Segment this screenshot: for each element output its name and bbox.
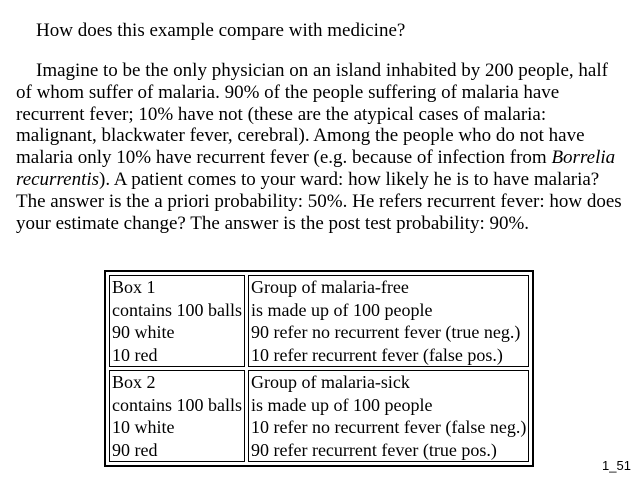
comparison-table <box>104 270 534 467</box>
table-row-box-2 <box>109 370 529 462</box>
paragraph-text-start: Imagine to be the only physician on an island inhabited by 200 people, half of whom suffer of malaria. 90% of the people suffering of malaria have recurrent fever; 10% have not (these are the atypical cases of malaria: malignant, blackwater fever, cerebral). Among the people who do not have malaria only 10% have recurrent fever (e.g. because of infection from <box>16 60 608 169</box>
paragraph-text-end: ). A patient comes to your ward: how likely he is to have malaria? The answer is the a priori probability: 50%. He refers recurrent fever: how does your estimate change? The answer is the post test probability: 90%. <box>16 168 622 234</box>
malaria-free-line-2: is made up of 100 people <box>250 299 433 320</box>
question-heading: How does this example compare with medicine? <box>36 20 406 41</box>
malaria-free-cell <box>248 275 529 367</box>
box-2-line-1: Box 2 <box>112 372 156 392</box>
box-2-line-3: 10 white <box>112 417 175 437</box>
malaria-sick-line-2: is made up of 100 people <box>250 394 433 415</box>
paragraph-italic-organism: Borrelia recurrentis <box>16 147 616 190</box>
box-1-cell <box>109 275 245 367</box>
box-2-line-2: contains 100 balls <box>112 394 242 415</box>
box-2-line-4: 90 red <box>112 439 158 460</box>
box-1-line-4: 10 red <box>112 344 158 365</box>
malaria-sick-line-4: 90 refer recurrent fever (true pos.) <box>250 439 497 460</box>
malaria-sick-line-1: Group of malaria-sick <box>250 372 410 392</box>
malaria-free-line-3: 90 refer no recurrent fever (true neg.) <box>250 322 521 342</box>
malaria-free-line-4: 10 refer recurrent fever (false pos.) <box>250 344 503 365</box>
malaria-sick-cell <box>248 370 529 462</box>
slide-number: 1_51 <box>602 458 631 473</box>
box-1-line-2: contains 100 balls <box>112 299 242 320</box>
box-1-line-3: 90 white <box>112 322 175 342</box>
box-1-line-1: Box 1 <box>112 277 156 297</box>
malaria-free-line-1: Group of malaria-free <box>250 277 409 297</box>
malaria-example-paragraph <box>16 60 628 234</box>
box-2-cell <box>109 370 245 462</box>
malaria-sick-line-3: 10 refer no recurrent fever (false neg.) <box>250 417 527 437</box>
table-row-box-1 <box>109 275 529 367</box>
